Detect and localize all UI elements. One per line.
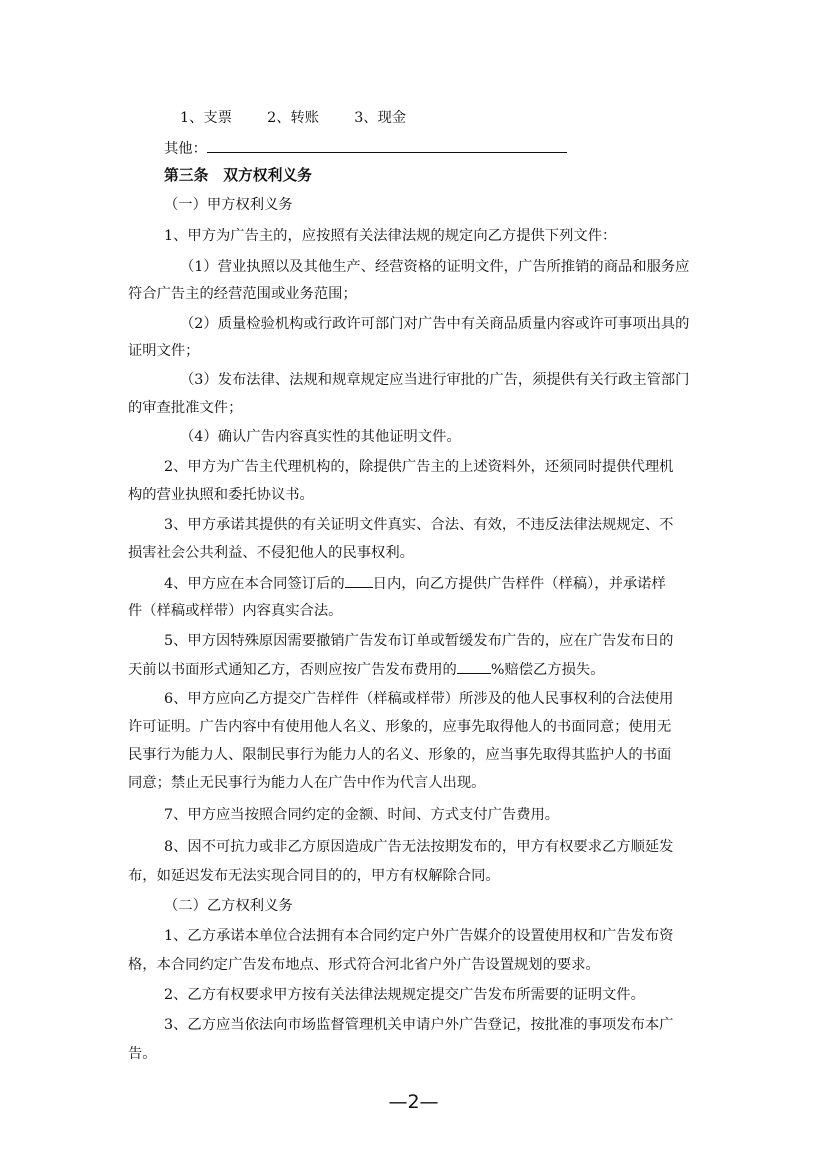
party-a-heading: （一）甲方权利义务 xyxy=(164,197,293,213)
clause-a1: 1、甲方为广告主的，应按照有关法律法规的规定向乙方提供下列文件： xyxy=(164,228,617,244)
payment-other-line xyxy=(164,138,567,159)
clause-a5-post: %赔偿乙方损失。 xyxy=(490,662,605,678)
payment-options xyxy=(180,108,406,128)
article-title: 第三条 双方权利义务 xyxy=(164,167,312,184)
clause-a4-post: 日内，向乙方提供广告样件（样稿），并承诺样 xyxy=(372,576,666,592)
payment-option-check: 1、支票 xyxy=(180,110,232,126)
clause-a8-line1: 8、因不可抗力或非乙方原因造成广告无法按期发布的，甲方有权要求乙方顺延发 xyxy=(164,839,674,855)
clause-a1-2-line1: （2）质量检验机构或行政许可部门对广告中有关商品质量内容或许可事项出具的 xyxy=(180,316,690,332)
clause-b3-line1: 3、乙方应当依法向市场监督管理机关申请户外广告登记，按批准的事项发布本广 xyxy=(164,1017,674,1033)
clause-a6-line4: 同意；禁止无民事行为能力人在广告中作为代言人出现。 xyxy=(128,775,486,791)
clause-a5-pre: 天前以书面形式通知乙方，否则应按广告发布费用的 xyxy=(128,662,457,678)
clause-a5-line2 xyxy=(128,659,605,680)
clause-a7: 7、甲方应当按照合同约定的金额、时间、方式支付广告费用。 xyxy=(164,807,560,823)
clause-a1-4: （4）确认广告内容真实性的其他证明文件。 xyxy=(180,429,461,445)
clause-a5-line1: 5、甲方因特殊原因需要撤销广告发布订单或暂缓发布广告的，应在广告发布日的 xyxy=(164,633,674,649)
clause-a1-1-line2: 符合广告主的经营范围或业务范围； xyxy=(128,286,357,302)
clause-a2-line1: 2、甲方为广告主代理机构的，除提供广告主的上述资料外，还须同时提供代理机 xyxy=(164,459,674,475)
clause-a6-line2: 许可证明。广告内容中有使用他人名义、形象的，应事先取得他人的书面同意；使用无 xyxy=(128,719,672,735)
page-number: —2— xyxy=(388,1091,439,1113)
clause-a4-line1 xyxy=(164,573,666,594)
party-b-heading: （二）乙方权利义务 xyxy=(164,898,293,914)
clause-a1-2-line2: 证明文件； xyxy=(128,343,200,359)
percent-blank xyxy=(457,659,491,674)
clause-b2: 2、乙方有权要求甲方按有关法律法规规定提交广告发布所需要的证明文件。 xyxy=(164,987,645,1003)
payment-other-blank xyxy=(207,138,567,153)
clause-a6-line1: 6、甲方应向乙方提交广告样件（样稿或样带）所涉及的他人民事权利的合法使用 xyxy=(164,691,674,707)
days-blank xyxy=(345,573,373,588)
clause-a8-line2: 布，如延迟发布无法实现合同目的的，甲方有权解除合同。 xyxy=(128,868,500,884)
clause-b1-line1: 1、乙方承诺本单位合法拥有本合同约定户外广告媒介的设置使用权和广告发布资 xyxy=(164,928,674,944)
clause-a1-3-line1: （3）发布法律、法规和规章规定应当进行审批的广告，须提供有关行政主管部门 xyxy=(180,372,690,388)
clause-a3-line1: 3、甲方承诺其提供的有关证明文件真实、合法、有效，不违反法律法规规定、不 xyxy=(164,517,674,533)
payment-other-label: 其他： xyxy=(164,141,207,157)
clause-b3-line2: 告。 xyxy=(128,1046,157,1062)
clause-a2-line2: 构的营业执照和委托协议书。 xyxy=(128,487,314,503)
clause-a1-3-line2: 的审查批准文件； xyxy=(128,400,243,416)
payment-option-cash: 3、现金 xyxy=(354,110,407,126)
clause-a1-1-line1: （1）营业执照以及其他生产、经营资格的证明文件，广告所推销的商品和服务应 xyxy=(180,259,690,275)
clause-a6-line3: 民事行为能力人、限制民事行为能力人的名义、形象的，应当事先取得其监护人的书面 xyxy=(128,747,672,763)
payment-option-transfer: 2、转账 xyxy=(267,110,320,126)
clause-a4-pre: 4、甲方应在本合同签订后的 xyxy=(164,576,345,592)
clause-a3-line2: 损害社会公共利益、不侵犯他人的民事权利。 xyxy=(128,545,414,561)
clause-b1-line2: 格，本合同约定广告发布地点、形式符合河北省户外广告设置规划的要求。 xyxy=(128,957,600,973)
clause-a4-line2: 件（样稿或样带）内容真实合法。 xyxy=(128,603,343,619)
